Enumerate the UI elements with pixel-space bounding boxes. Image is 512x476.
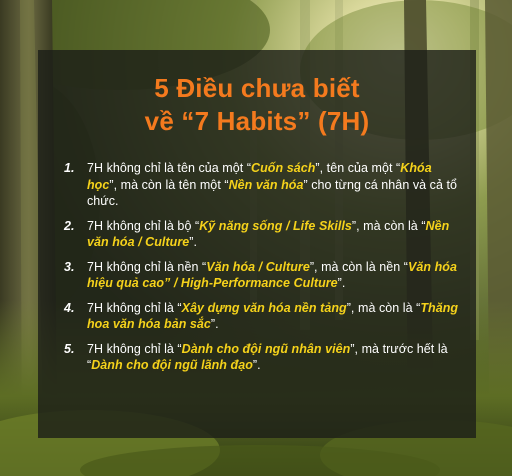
item-number: 3. [64,259,75,274]
highlight-text: Xây dựng văn hóa nền tảng [181,300,347,315]
highlight-text: Văn hóa / Culture [206,259,310,274]
list-item [64,300,462,333]
list-item [64,341,462,374]
item-text: 7H không chỉ là bộ “Kỹ năng sống / Life Skills”, mà còn là “Nền văn hóa / Culture”. [87,218,450,249]
highlight-text: Văn hóa hiệu quả cao [87,259,457,290]
highlight-text: Khóa học [87,161,432,192]
highlight-text: Thăng hoa văn hóa bản sắc [87,300,459,331]
highlight-text: Cuốn sách [251,161,316,175]
highlight-text: High-Performance Culture [180,276,338,290]
item-text: 7H không chỉ là nền “Văn hóa / Culture”, mà còn là nền “Văn hóa hiệu quả cao” / High-Performance Culture”. [87,259,457,290]
info-panel [38,50,476,438]
item-number: 1. [64,161,75,175]
item-number: 4. [64,300,75,315]
facts-list [64,160,462,382]
list-item [64,259,462,292]
item-number: 2. [64,218,75,233]
highlight-text: Nền văn hóa [228,177,304,192]
list-item [64,160,462,210]
highlight-text: Dành cho đội ngũ nhân viên [181,341,351,356]
highlight-text: Kỹ năng sống / Life Skills [199,218,352,233]
item-text: 7H không chỉ là tên của một “Cuốn sách”, tên của một “Khóa học”, mà còn là tên một “Nền văn hóa” cho từng cá nhân và cả tổ chức. [87,161,458,208]
headline [38,72,476,138]
headline-line-2: về “7 Habits” (7H) [144,106,370,136]
headline-line-1: 5 Điều chưa biết [154,73,360,103]
highlight-text: Dành cho đội ngũ lãnh đạo [91,358,253,372]
list-item [64,218,462,251]
item-text: 7H không chỉ là “Xây dựng văn hóa nền tảng”, mà còn là “Thăng hoa văn hóa bản sắc”. [87,300,459,331]
highlight-text: Nền văn hóa / Culture [87,218,450,249]
item-number: 5. [64,341,75,356]
item-text: 7H không chỉ là “Dành cho đội ngũ nhân viên”, mà trước hết là “Dành cho đội ngũ lãnh đạo”. [87,341,448,372]
